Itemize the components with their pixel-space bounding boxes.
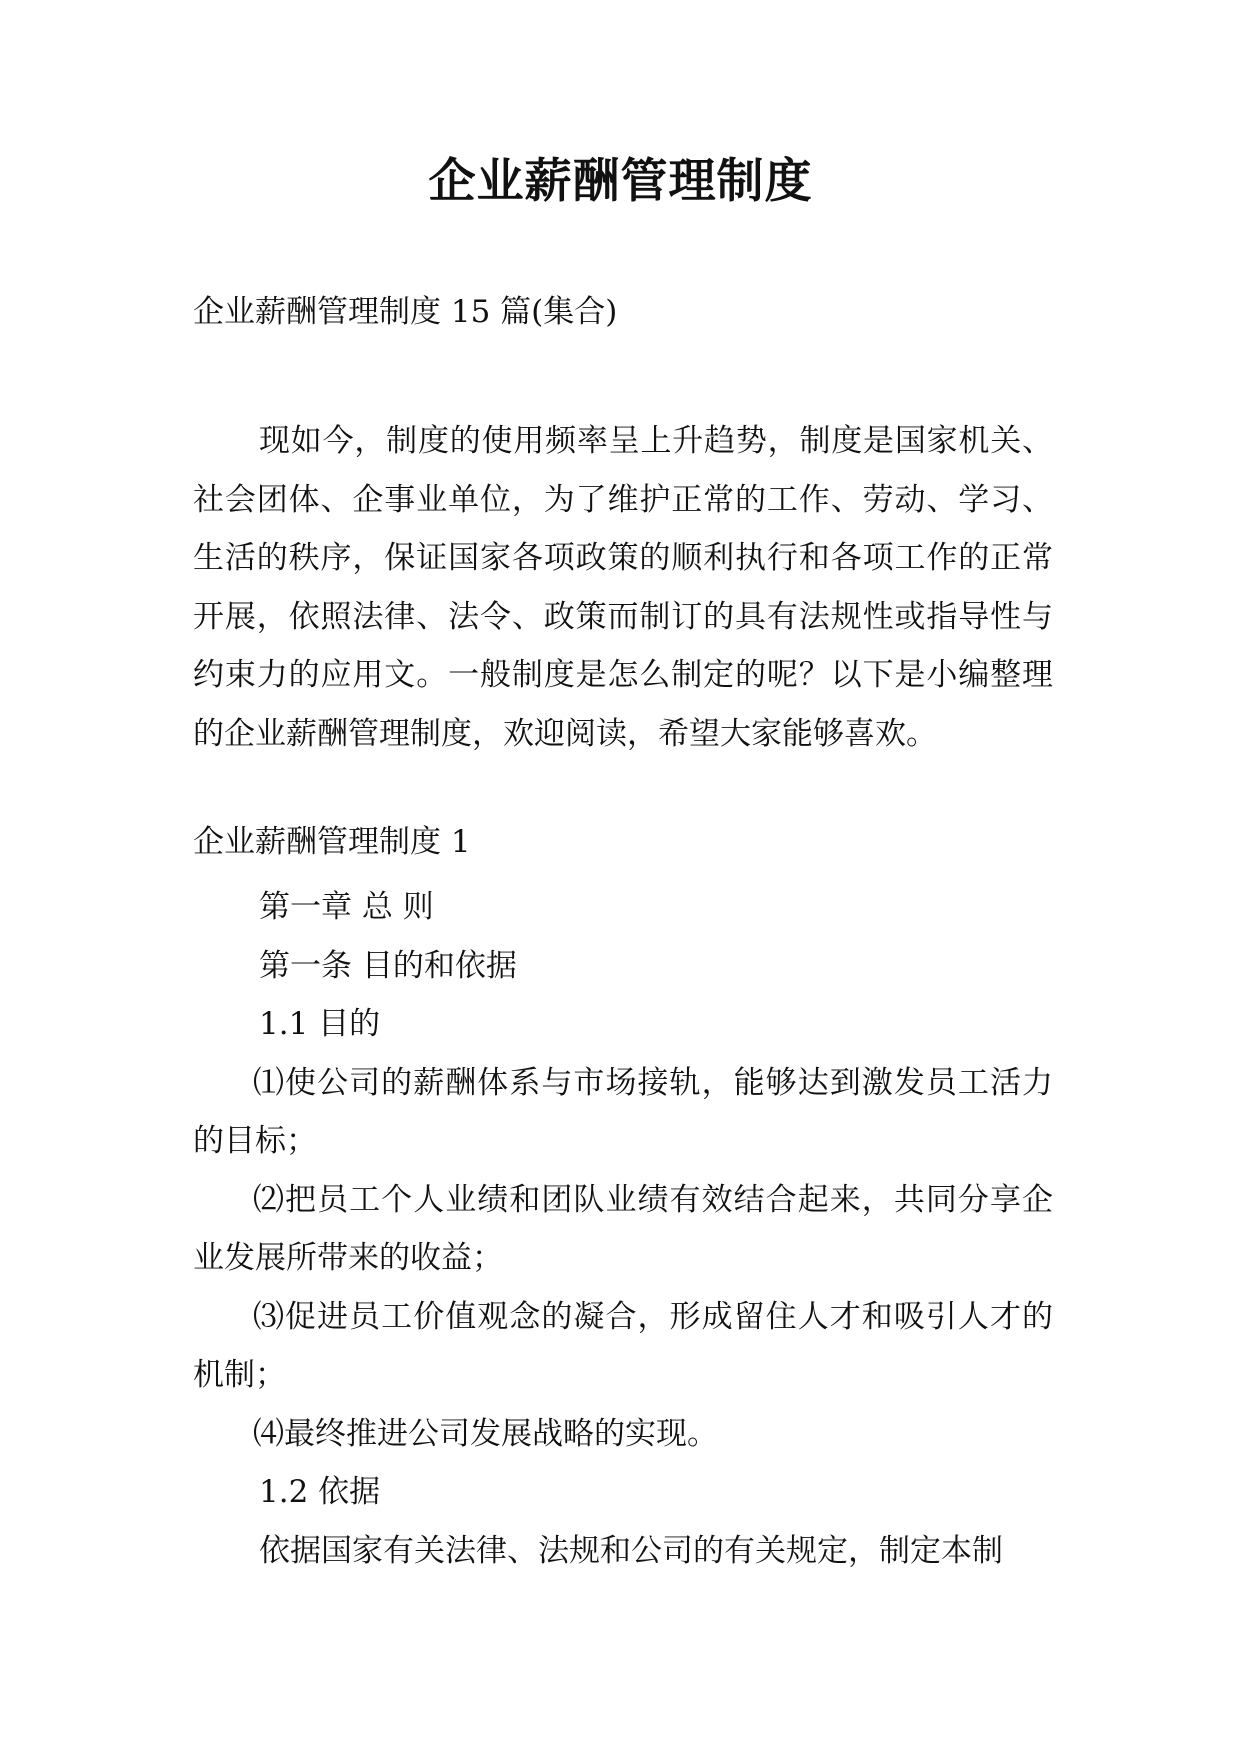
section-label: 企业薪酬管理制度 1 [193,824,471,860]
list-item: ⑴使公司的薪酬体系与市场接轨，能够达到激发员工活力的目标； [193,1064,1053,1159]
list-item: ⑷最终推进公司发展战略的实现。 [253,1415,718,1452]
document-subtitle: 企业薪酬管理制度 15 篇(集合) [193,294,618,330]
list-item: ⑶促进员工价值观念的凝合，形成留住人才和吸引人才的机制； [193,1298,1053,1393]
document-title: 企业薪酬管理制度 [428,154,813,209]
intro-paragraph: 现如今，制度的使用频率呈上升趋势，制度是国家机关、社会团体、企事业单位，为了维护正常的工作、劳动、学习、生活的秩序，保证国家各项政策的顺利执行和各项工作的正常开展，依照法律、法令、政策而制订的具有法规性或指导性与约束力的应用文。一般制度是怎么制定的呢？以下是小编整理的企业薪酬管理制度，欢迎阅读，希望大家能够喜欢。 [193,423,1053,752]
chapter-heading: 第一章 总 则 [259,889,434,925]
subsection-heading-1-1: 1.1 目的 [259,1006,381,1042]
intro-section [193,412,1053,763]
basis-paragraph: 依据国家有关法律、法规和公司的有关规定，制定本制 [259,1532,1003,1569]
section-body [193,878,1053,1580]
list-item: ⑵把员工个人业绩和团队业绩有效结合起来，共同分享企业发展所带来的收益； [193,1181,1053,1276]
subsection-heading-1-2: 1.2 依据 [259,1474,381,1510]
article-heading: 第一条 目的和依据 [259,947,517,984]
